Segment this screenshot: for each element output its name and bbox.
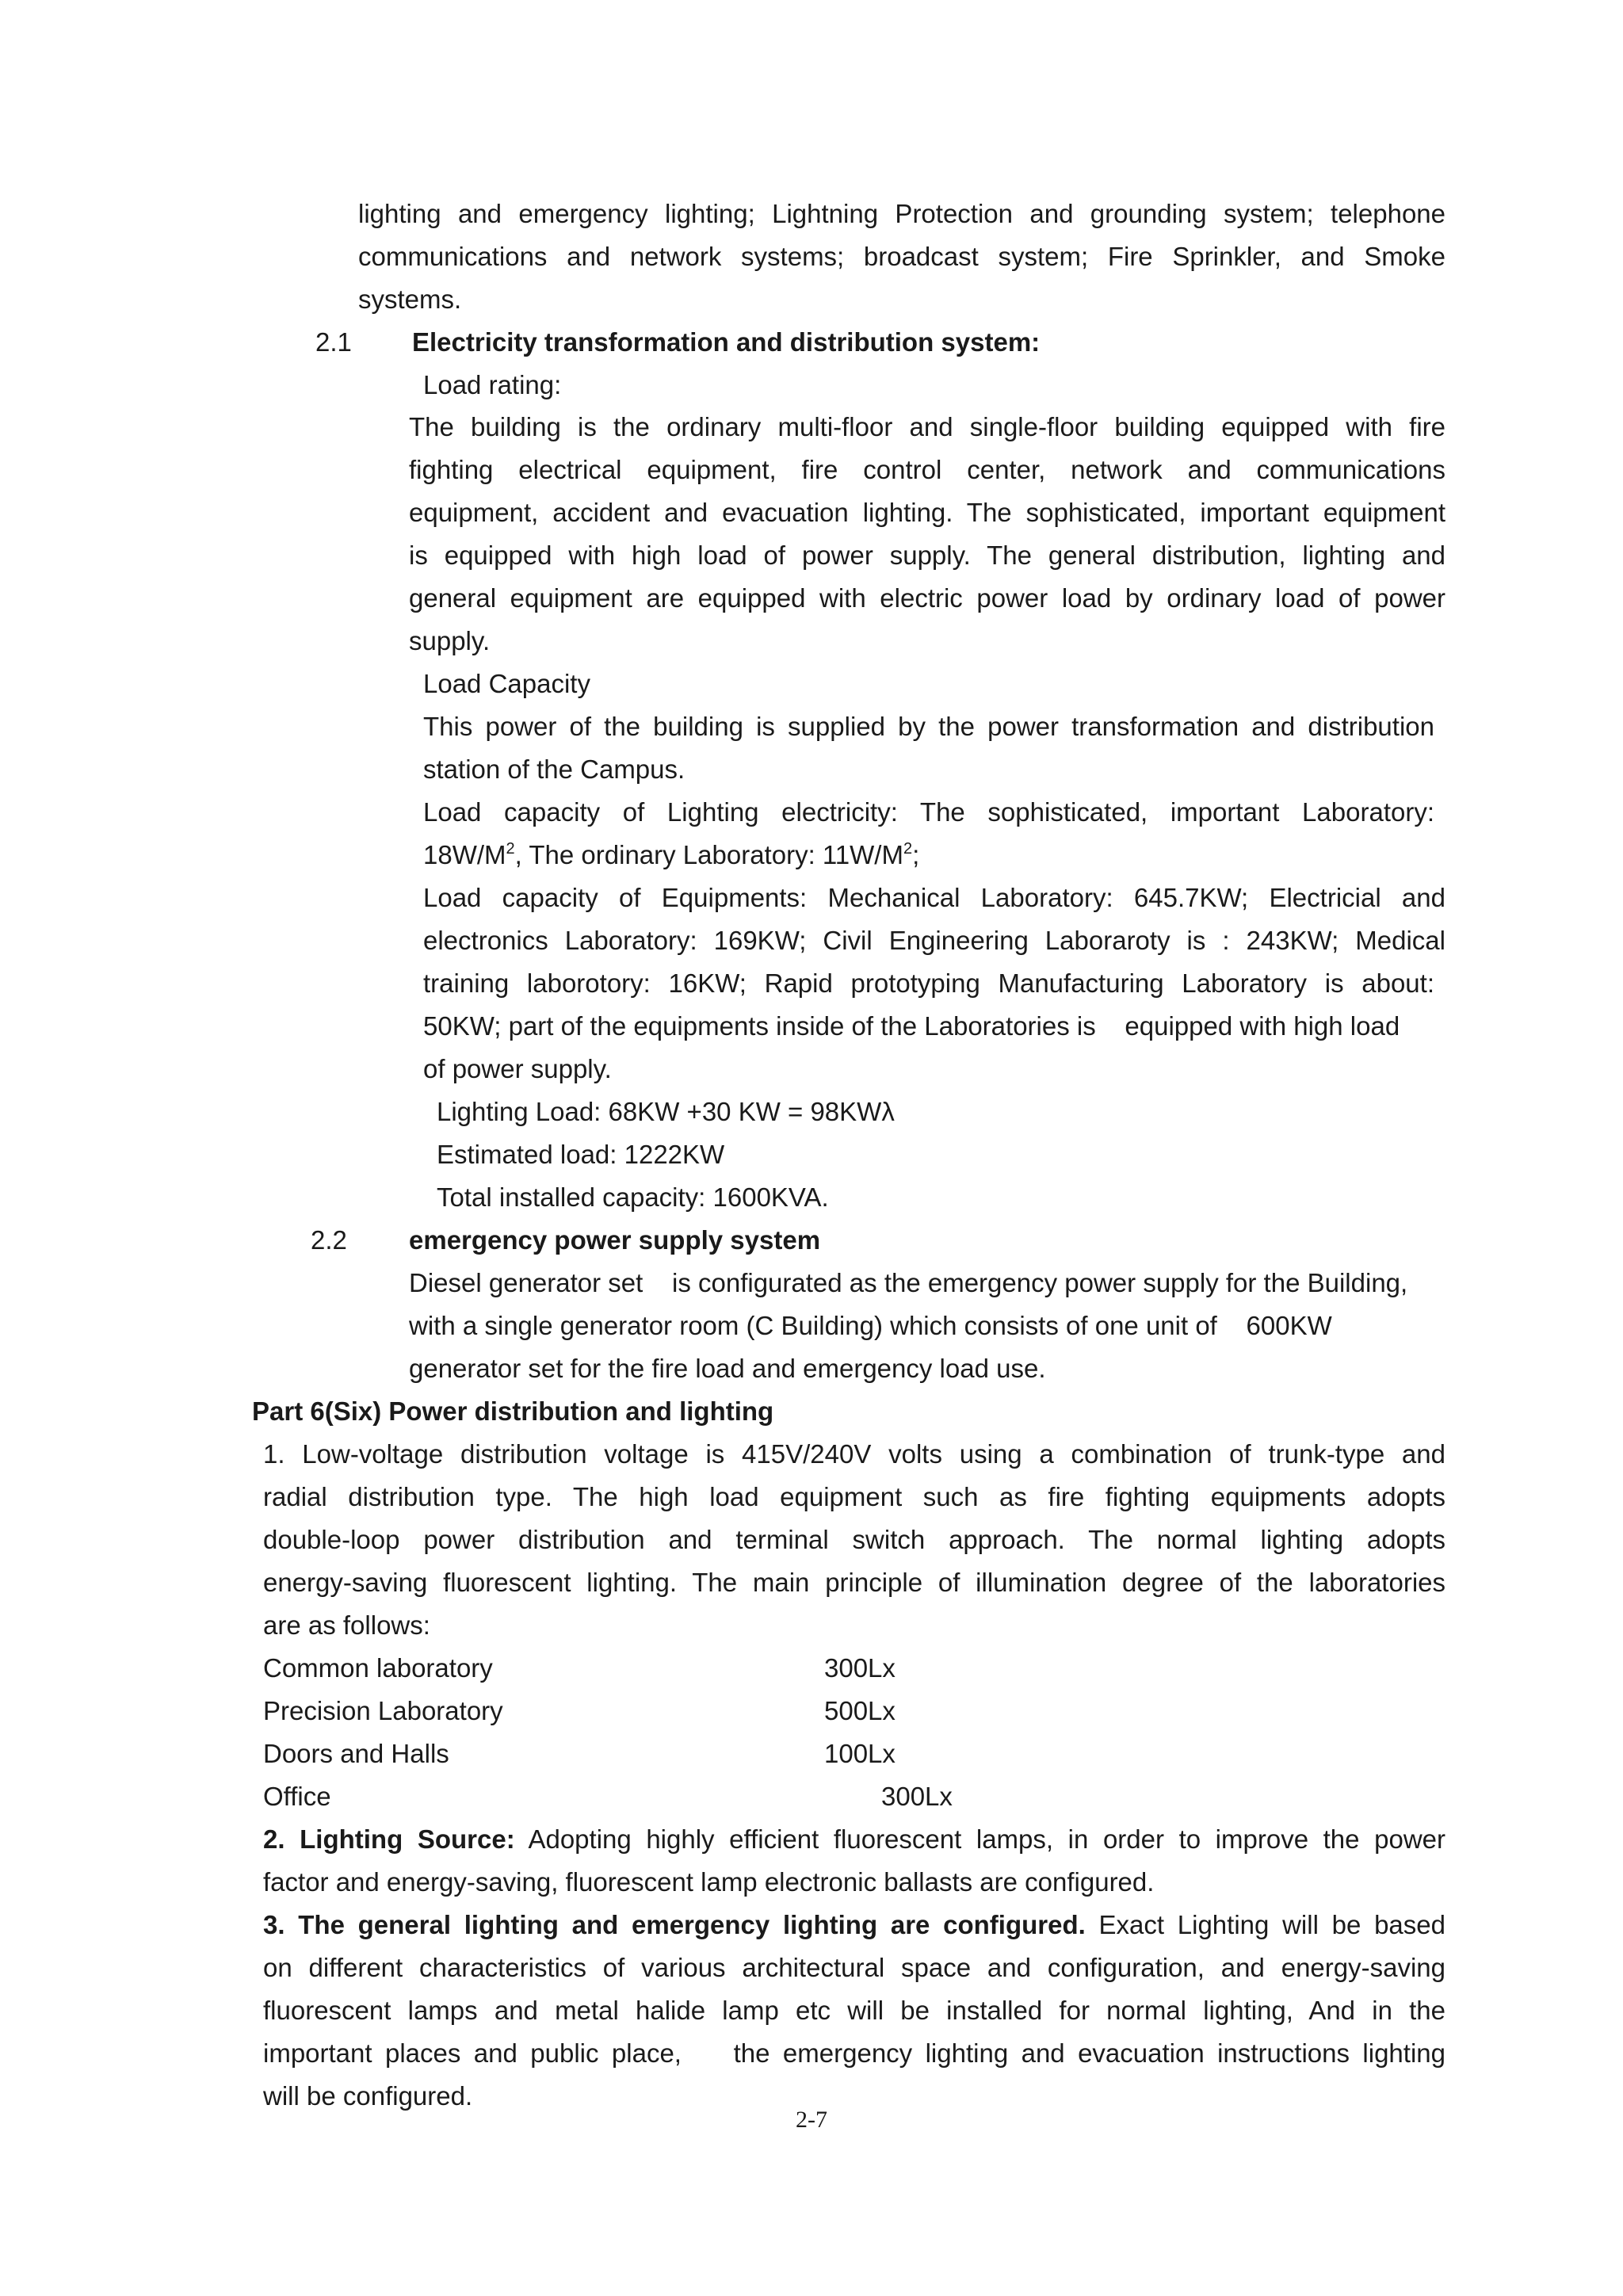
body-line: radial distribution type. The high load equipment such as fire fighting equipments adopts [263, 1482, 1445, 1511]
body-line: Load capacity of Lighting electricity: The sophisticated, important Laboratory: [423, 797, 1434, 827]
para-lead: 2. Lighting Source: [263, 1824, 515, 1854]
intro-line: systems. [358, 285, 462, 314]
superscript: 2 [903, 840, 913, 858]
section-title [409, 1224, 820, 1256]
illum-area: Doors and Halls [263, 1739, 449, 1768]
body-line: equipment, accident and evacuation lighting. The sophisticated, important equipment [409, 498, 1445, 527]
subheading: Load rating: [423, 370, 562, 399]
section-number: 2.2 [311, 1225, 347, 1255]
illum-area: Common laboratory [263, 1653, 493, 1683]
intro-line: lighting and emergency lighting; Lightning Protection and grounding system; telephone [358, 199, 1445, 228]
body-line: are as follows: [263, 1610, 430, 1640]
illum-area: Office [263, 1782, 331, 1811]
para-lead: 3. The general lighting and emergency lighting are configured. [263, 1910, 1086, 1939]
body-line [423, 839, 919, 871]
section-number: 2.1 [315, 327, 352, 357]
body-line: Lighting Load: 68KW +30 KW = 98KWλ [437, 1097, 895, 1126]
section-title [412, 327, 1040, 358]
body-line: is equipped with high load of power supply. The general distribution, lighting and [409, 541, 1445, 570]
body-line: station of the Campus. [423, 755, 685, 784]
body-line: fluorescent lamps and metal halide lamp etc will be installed for normal lighting, And in the [263, 1996, 1445, 2025]
body-line: Total installed capacity: 1600KVA. [437, 1182, 829, 1212]
section-title-text: emergency power supply system [409, 1225, 821, 1255]
body-line: This power of the building is supplied by the power transformation and distribution [423, 712, 1434, 741]
body-line [263, 1824, 1445, 1855]
body-line: fighting electrical equipment, fire control center, network and communications [409, 455, 1445, 484]
illum-lux: 500Lx [824, 1696, 896, 1725]
body-line: supply. [409, 626, 491, 655]
body-line: Load capacity of Equipments: Mechanical Laboratory: 645.7KW; Electricial and [423, 883, 1445, 912]
text-run: , The ordinary Laboratory: 11W/M [514, 840, 903, 869]
body-line: Diesel generator set is configurated as the emergency power supply for the Building, [409, 1268, 1408, 1297]
body-line: 1. Low-voltage distribution voltage is 415V/240V volts using a combination of trunk-type and [263, 1439, 1445, 1469]
illum-lux: 100Lx [824, 1739, 896, 1768]
page-number: 2-7 [796, 2107, 827, 2133]
illum-area: Precision Laboratory [263, 1696, 503, 1725]
subheading: Load Capacity [423, 669, 590, 698]
illum-lux: 300Lx [881, 1782, 953, 1811]
part-heading [252, 1396, 773, 1427]
body-line: with a single generator room (C Building) which consists of one unit of 600KW [409, 1311, 1332, 1340]
body-line: electronics Laboratory: 169KW; Civil Engineering Laboraroty is : 243KW; Medical [423, 926, 1445, 955]
body-line: factor and energy-saving, fluorescent lamp electronic ballasts are configured. [263, 1867, 1155, 1897]
body-line: energy-saving fluorescent lighting. The main principle of illumination degree of the laboratories [263, 1568, 1445, 1597]
body-line: important places and public place, the emergency lighting and evacuation instructions lighting [263, 2038, 1445, 2068]
intro-line: communications and network systems; broadcast system; Fire Sprinkler, and Smoke [358, 242, 1445, 271]
body-line: The building is the ordinary multi-floor and single-floor building equipped with fire [409, 412, 1445, 441]
text-run: Adopting highly efficient fluorescent lamps, in order to improve the power [514, 1824, 1445, 1854]
body-line: double-loop power distribution and terminal switch approach. The normal lighting adopts [263, 1525, 1445, 1554]
section-title-text: Electricity transformation and distribution system: [412, 327, 1041, 357]
body-line: of power supply. [423, 1054, 612, 1083]
illum-lux: 300Lx [824, 1653, 896, 1683]
part-heading-text: Part 6(Six) Power distribution and lighting [252, 1396, 774, 1426]
body-line: 50KW; part of the equipments inside of the Laboratories is equipped with high load [423, 1011, 1400, 1041]
text-run: ; [912, 840, 920, 869]
body-line: generator set for the fire load and emergency load use. [409, 1354, 1046, 1383]
body-line: training laborotory: 16KW; Rapid prototyping Manufacturing Laboratory is about: [423, 968, 1434, 998]
body-line: general equipment are equipped with electric power load by ordinary load of power [409, 583, 1445, 613]
superscript: 2 [506, 840, 515, 858]
text-run: 18W/M [423, 840, 506, 869]
body-line [263, 1909, 1445, 1941]
body-line: Estimated load: 1222KW [437, 1140, 725, 1169]
text-run: Exact Lighting will be based [1085, 1910, 1445, 1939]
body-line: on different characteristics of various architectural space and configuration, and energy-saving [263, 1953, 1445, 1982]
body-line: will be configured. [263, 2081, 473, 2111]
